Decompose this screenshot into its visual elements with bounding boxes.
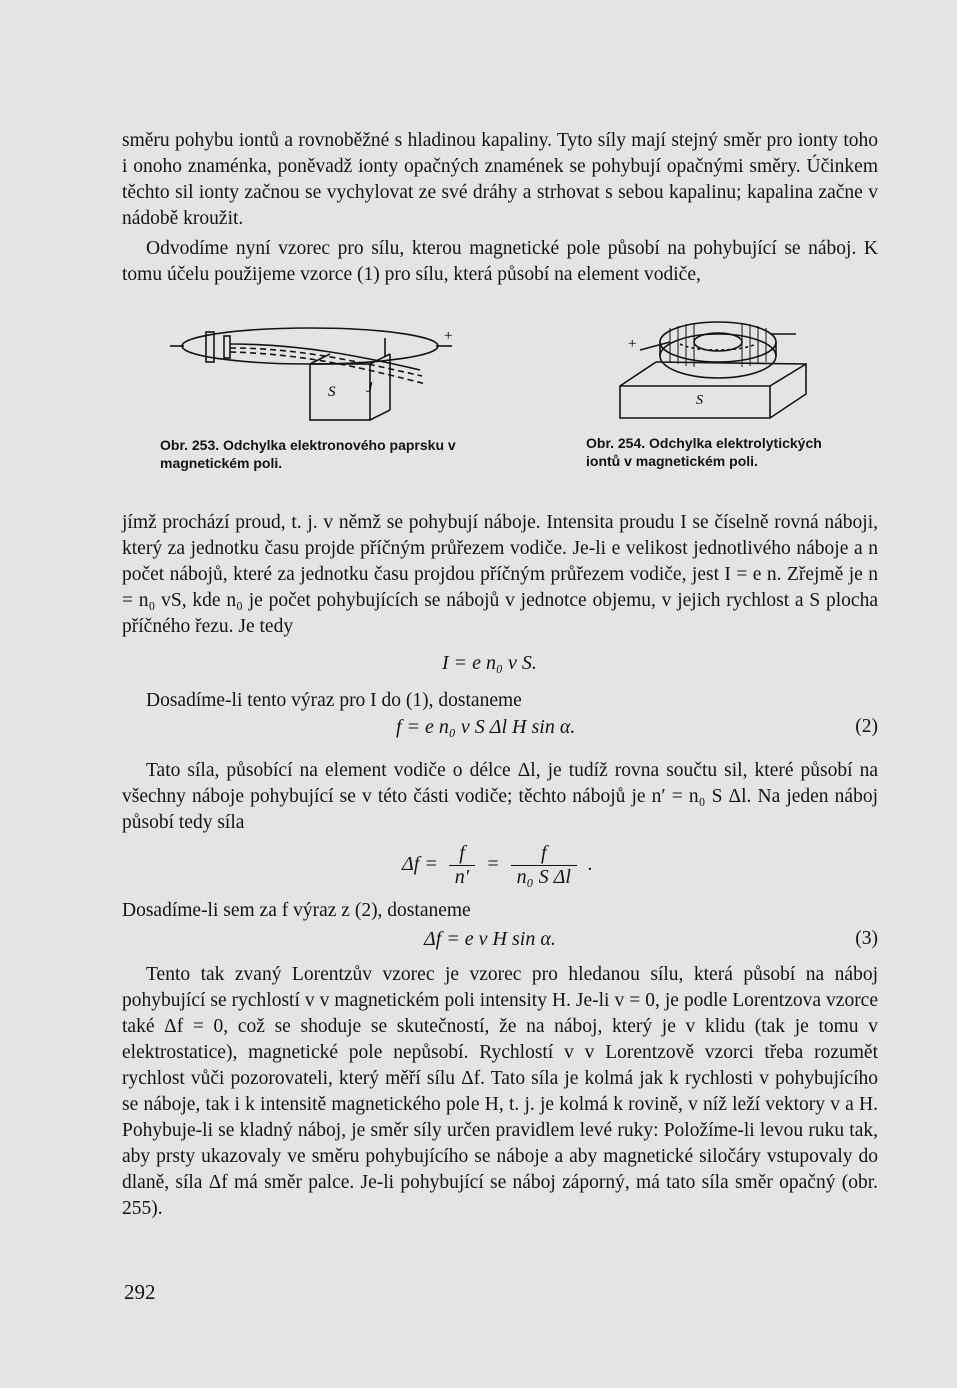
- eq3-end: .: [587, 853, 593, 876]
- caption-figure-254: Obr. 254. Odchylka elektrolytických iontů v magnetickém poli.: [586, 435, 822, 469]
- paragraph-4: Dosadíme-li tento výraz pro I do (1), dostaneme: [146, 690, 522, 711]
- fig254-label-plus: +: [628, 336, 637, 352]
- fig253-label-s: S: [328, 384, 336, 400]
- eq3-fraction-2: [511, 842, 577, 889]
- page-number: 292: [124, 1280, 156, 1304]
- figure-253-electron-beam: [160, 318, 460, 430]
- caption-figure-253: Obr. 253. Odchylka elektronového paprsku v magnetickém poli.: [160, 437, 456, 471]
- paragraph-5: Tato síla, působící na element vodiče o délce Δl, je tudíž rovna součtu sil, které působí na všechny náboje pohybující se v této části vodiče; těchto nábojů je n′ = n₀ S Δl. Na jeden náboj působí tedy síla: [122, 760, 878, 833]
- eq3-mid: =: [486, 853, 500, 876]
- equation-3-number: (3): [855, 928, 878, 949]
- eq3-frac1-denominator: n′: [454, 866, 470, 888]
- paragraph-6: Dosadíme-li sem za f výraz z (2), dostaneme: [122, 900, 471, 921]
- paragraph-1: směru pohybu iontů a rovnoběžné s hladinou kapaliny. Tyto síly mají stejný směr pro ionty toho i onoho znaménka, poněvadž ionty opačných znamének se pohybují opačnými směry. Účinkem těchto sil ionty začnou se vychylovat ze své dráhy a strhovat s sebou kapalinu; kapalina začne v nádobě kroužit.: [122, 130, 878, 229]
- fig254-label-s: S: [696, 393, 703, 408]
- eq3-frac2-numerator: f: [511, 842, 577, 866]
- eq3-frac1-numerator: f: [449, 842, 475, 866]
- eq3-frac2-denominator: n₀ S Δl: [516, 866, 571, 888]
- equation-3: Δf = e v H sin α.: [424, 928, 556, 950]
- equation-current: I = e n₀ v S.: [442, 652, 537, 674]
- paragraph-2: Odvodíme nyní vzorec pro sílu, kterou magnetické pole působí na pohybující se náboj. K tomu účelu použijeme vzorce (1) pro sílu, která působí na element vodiče,: [122, 238, 878, 285]
- eq3-fraction-1: [449, 842, 475, 889]
- equation-2: f = e n₀ v S Δl H sin α.: [396, 716, 576, 738]
- paragraph-3: jímž prochází proud, t. j. v němž se pohybují náboje. Intensita proudu I se číselně rovná náboji, který za jednotku času projde příčným průřezem vodiče. Je-li e velikost jednotlivého náboje a n počet nábojů, které za jednotku času projdou příčným průřezem vodiče, jest I = e n. Zřejmě je n = n₀ vS, kde n₀ je počet pohybujících se nábojů v jednotce objemu, v jejich rychlost a S plocha příčného řezu. Je tedy: [122, 512, 878, 637]
- paragraph-7: Tento tak zvaný Lorentzův vzorec je vzorec pro hledanou sílu, která působí na náboj pohybující se rychlostí v v magnetickém poli intensity H. Je-li v = 0, je podle Lorentzova vzorce také Δf = 0, což se shoduje se skutečností, že na náboj, který je v klidu (tak je tomu v elektrostatice), magnetické pole nepůsobí. Rychlostí v v Lorentzově vzorci třeba rozumět rychlost vůči pozorovateli, který měří sílu Δf. Tato síla je kolmá jak k rychlosti v pohybujícího se náboje, tak i k intensitě magnetického pole H, t. j. je kolmá k rovině, v níž leží vektory v a H. Pohybuje-li se kladný náboj, je směr síly určen pravidlem levé ruky: Položíme-li levou ruku tak, aby prsty ukazovaly ve směru pohybujícího se náboje a aby magnetické siločáry vstupovaly do dlaně, síla Δf má směr palce. Je-li pohybující se náboj záporný, má tato síla směr opačný (obr. 255).: [122, 964, 878, 1219]
- eq3-lhs: Δf =: [402, 853, 438, 876]
- fig253-label-j: J: [366, 380, 373, 396]
- fig253-label-plus: +: [444, 328, 453, 344]
- equation-force-per-charge: [402, 842, 593, 889]
- figure-254-electrolyte-dish: [600, 312, 812, 430]
- equation-2-number: (2): [855, 716, 878, 737]
